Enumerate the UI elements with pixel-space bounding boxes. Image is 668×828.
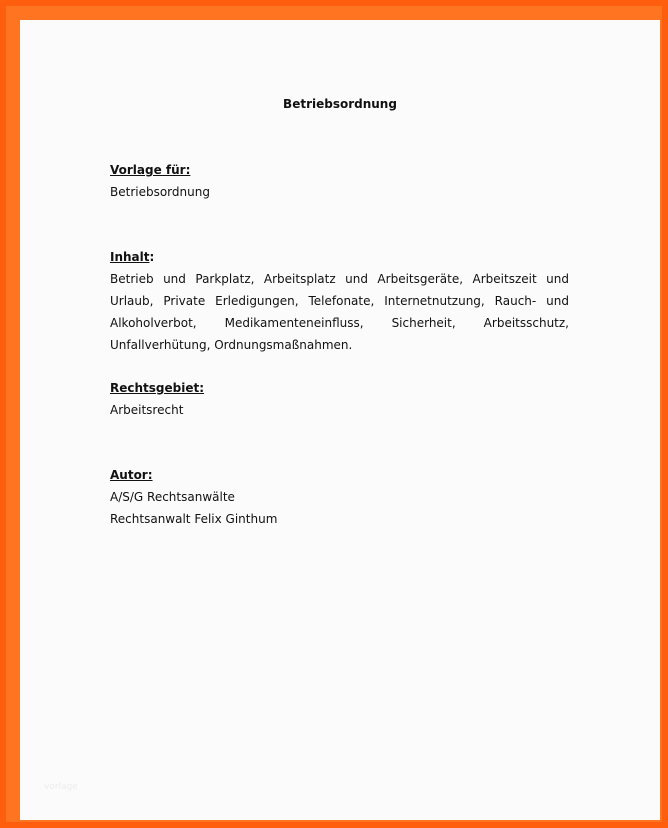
spacer (110, 421, 569, 464)
spacer (110, 356, 569, 377)
inhalt-text: Betrieb und Parkplatz, Arbeitsplatz und Arbeitsgeräte, Arbeitszeit und Urlaub, Private Erledigungen, Telefonate, Internetnutzung, Rauch- und Alkoholverbot, Medikamenteneinfluss, Sicherheit, Arbeitsschutz, Unfallverhütung, Ordnungsmaßnahmen. (110, 272, 569, 352)
spacer (110, 203, 569, 246)
autor-heading: Autor: (110, 468, 153, 482)
document-page (20, 20, 660, 820)
watermark-text: vorlage (44, 782, 78, 792)
document-body (110, 159, 569, 530)
vorlage-value: Betriebsordnung (110, 185, 210, 199)
autor-line-2: Rechtsanwalt Felix Ginthum (110, 512, 278, 526)
inhalt-heading-line (110, 246, 569, 268)
inhalt-heading-colon: : (149, 250, 155, 264)
inhalt-heading: Inhalt (110, 250, 150, 264)
rechtsgebiet-heading: Rechtsgebiet: (110, 381, 205, 395)
rechtsgebiet-value: Arbeitsrecht (110, 403, 184, 417)
autor-line-1: A/S/G Rechtsanwälte (110, 490, 235, 504)
vorlage-heading: Vorlage für: (110, 163, 191, 177)
document-title: Betriebsordnung (283, 97, 397, 111)
